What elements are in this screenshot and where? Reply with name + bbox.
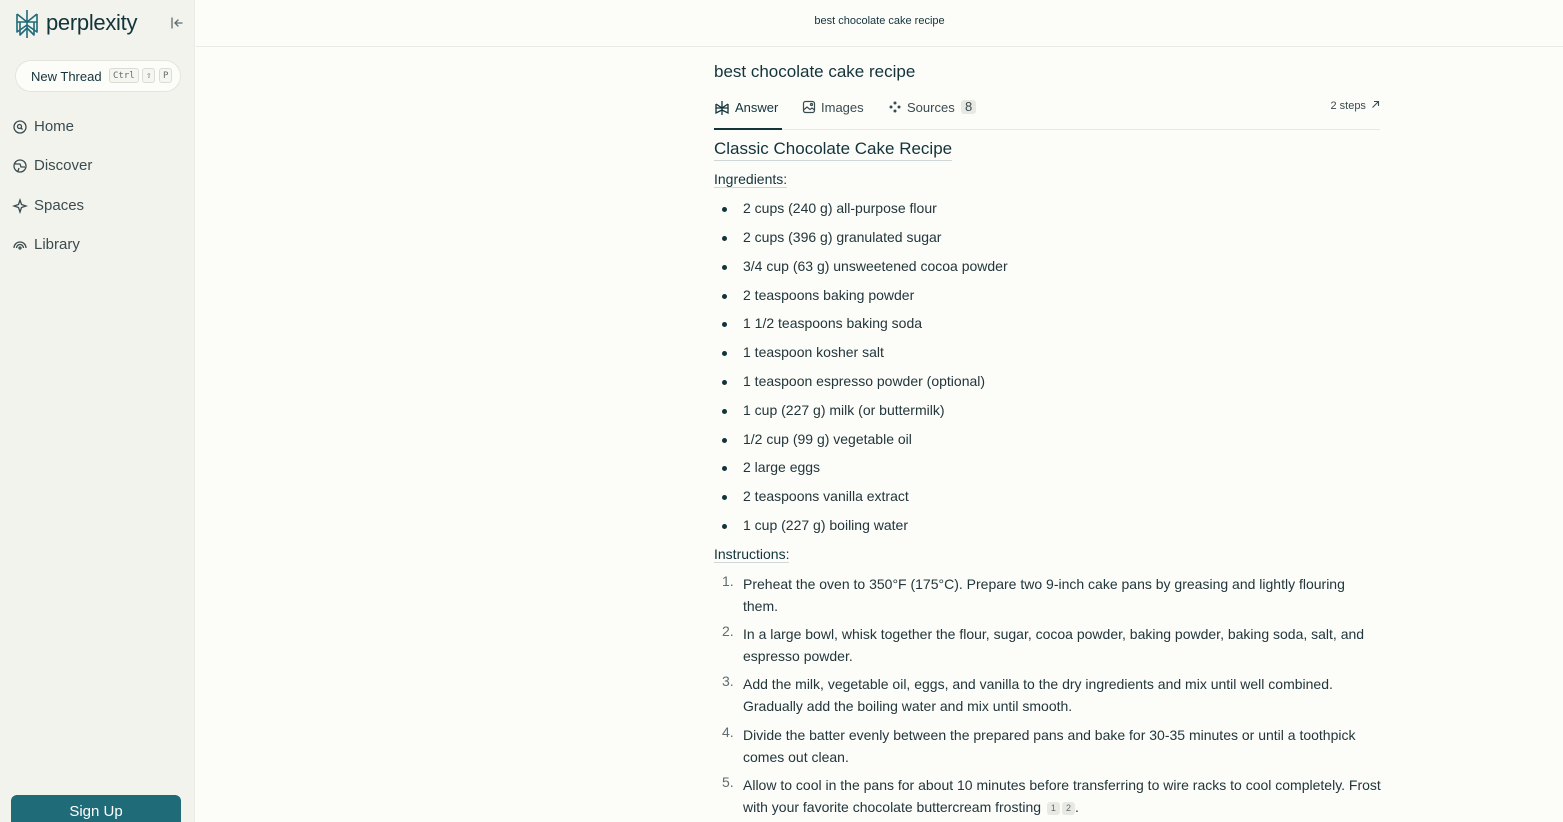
sidebar-item-home[interactable] bbox=[12, 113, 182, 141]
sidebar-item-label: Spaces bbox=[34, 197, 85, 214]
list-item bbox=[714, 488, 1380, 510]
sign-up-button[interactable]: Sign Up bbox=[11, 795, 181, 822]
library-icon bbox=[12, 237, 28, 253]
bullet bbox=[722, 409, 727, 414]
tab-sources[interactable] bbox=[888, 97, 978, 129]
query-title: best chocolate cake recipe bbox=[714, 62, 916, 81]
list-item bbox=[714, 229, 1380, 251]
bullet bbox=[722, 380, 727, 385]
list-item-text: 1/2 cup (99 g) vegetable oil bbox=[743, 431, 912, 447]
thread-tabs bbox=[714, 95, 1380, 130]
list-item-text: 2 large eggs bbox=[743, 459, 821, 475]
list-item bbox=[714, 258, 1380, 280]
perplexity-answer-icon bbox=[714, 100, 730, 116]
list-item-text: 1 cup (227 g) milk (or buttermilk) bbox=[743, 402, 945, 418]
top-bar bbox=[196, 0, 1563, 47]
sidebar bbox=[0, 0, 195, 822]
arrow-up-right-icon bbox=[1371, 100, 1380, 109]
new-thread-button[interactable] bbox=[15, 60, 181, 92]
list-item-text: 1 1/2 teaspoons baking soda bbox=[743, 315, 923, 331]
step-text-suffix: . bbox=[1074, 799, 1079, 815]
list-item-text: 1 cup (227 g) boiling water bbox=[743, 517, 908, 533]
step-text: Preheat the oven to 350°F (175°C). Prepare two 9-inch cake pans by greasing and lightly flouring them. bbox=[743, 576, 1345, 614]
kbd-ctrl: Ctrl bbox=[109, 68, 139, 83]
sidebar-item-spaces[interactable] bbox=[12, 192, 182, 220]
search-circle-icon bbox=[12, 119, 28, 135]
bullet bbox=[722, 495, 727, 500]
list-item-text: 1 teaspoon kosher salt bbox=[743, 344, 884, 360]
sidebar-item-library[interactable] bbox=[12, 231, 182, 259]
list-item bbox=[714, 344, 1380, 366]
perplexity-logo-icon bbox=[14, 9, 40, 39]
logo[interactable] bbox=[14, 9, 186, 39]
tab-images[interactable] bbox=[802, 97, 868, 129]
steps-link[interactable] bbox=[1330, 100, 1380, 112]
step-number: 1. bbox=[722, 573, 734, 589]
steps-label: 2 steps bbox=[1330, 100, 1366, 112]
step-number: 4. bbox=[722, 724, 734, 740]
bullet bbox=[722, 524, 727, 529]
list-item-text: 3/4 cup (63 g) unsweetened cocoa powder bbox=[743, 258, 1008, 274]
step-text: Add the milk, vegetable oil, eggs, and vanilla to the dry ingredients and mix until well combined. Gradually add the boiling water and mix until smooth. bbox=[743, 676, 1333, 714]
sources-icon bbox=[888, 100, 902, 114]
list-item bbox=[714, 402, 1380, 424]
tab-label: Sources bbox=[907, 100, 955, 115]
bullet bbox=[722, 265, 727, 270]
list-item bbox=[714, 287, 1380, 309]
spaces-icon bbox=[12, 198, 28, 214]
kbd-shift: ⇧ bbox=[142, 68, 155, 83]
list-item-text: 2 cups (396 g) granulated sugar bbox=[743, 229, 942, 245]
citation-badge[interactable]: 2 bbox=[1062, 802, 1075, 815]
list-item bbox=[714, 373, 1380, 395]
answer-heading: Classic Chocolate Cake Recipe bbox=[714, 139, 952, 161]
bullet bbox=[722, 322, 727, 327]
sidebar-item-label: Home bbox=[34, 118, 75, 135]
list-item bbox=[714, 431, 1380, 453]
step-text-body: Allow to cool in the pans for about 10 minutes before transferring to wire racks to cool completely. Frost with your favorite chocolate buttercream frosting bbox=[743, 777, 1381, 815]
bullet bbox=[722, 294, 727, 299]
list-item bbox=[714, 517, 1380, 539]
list-item-text: 2 teaspoons vanilla extract bbox=[743, 488, 909, 504]
sidebar-item-label: Library bbox=[34, 236, 80, 253]
step-text: Divide the batter evenly between the prepared pans and bake for 30-35 minutes or until a toothpick comes out clean. bbox=[743, 727, 1356, 765]
new-thread-label: New Thread bbox=[31, 69, 102, 84]
sidebar-item-discover[interactable] bbox=[12, 152, 182, 180]
step-number: 3. bbox=[722, 673, 734, 689]
image-icon bbox=[802, 100, 816, 114]
list-item bbox=[714, 315, 1380, 337]
tab-label: Images bbox=[821, 100, 864, 115]
tab-label: Answer bbox=[735, 100, 779, 115]
step-text: In a large bowl, whisk together the flour, sugar, cocoa powder, baking powder, baking soda, salt, and espresso powder. bbox=[743, 626, 1365, 664]
list-item bbox=[714, 200, 1380, 222]
collapse-sidebar-icon[interactable] bbox=[169, 15, 185, 31]
tab-answer[interactable] bbox=[714, 97, 782, 129]
list-item bbox=[714, 459, 1380, 481]
bullet bbox=[722, 236, 727, 241]
list-item-text: 2 teaspoons baking powder bbox=[743, 287, 915, 303]
step-number: 5. bbox=[722, 774, 734, 790]
thread-title: best chocolate cake recipe bbox=[814, 15, 945, 27]
kbd-p: P bbox=[159, 68, 172, 83]
sources-count-badge: 8 bbox=[961, 100, 976, 114]
sidebar-item-label: Discover bbox=[34, 157, 93, 174]
list-item-text: 1 teaspoon espresso powder (optional) bbox=[743, 373, 986, 389]
step-number: 2. bbox=[722, 623, 734, 639]
bullet bbox=[722, 351, 727, 356]
ingredients-heading: Ingredients: bbox=[714, 171, 788, 187]
bullet bbox=[722, 207, 727, 212]
logo-text: perplexity bbox=[46, 10, 138, 35]
instructions-heading: Instructions: bbox=[714, 546, 790, 562]
list-item-text: 2 cups (240 g) all-purpose flour bbox=[743, 200, 937, 216]
bullet bbox=[722, 466, 727, 471]
citation-badge[interactable]: 1 bbox=[1047, 802, 1060, 815]
step-text bbox=[743, 774, 1383, 818]
globe-icon bbox=[12, 158, 28, 174]
bullet bbox=[722, 438, 727, 443]
